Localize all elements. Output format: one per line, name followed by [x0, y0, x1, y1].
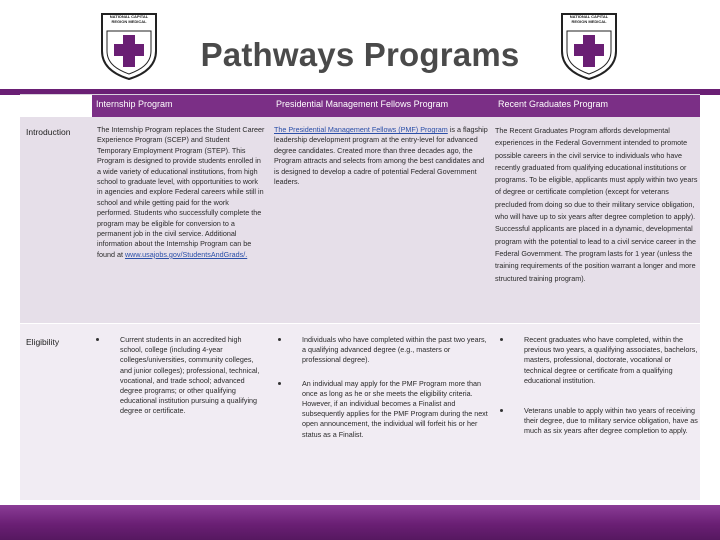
logo-line2: REGION MEDICAL: [111, 18, 147, 24]
column-header-pmf: Presidential Management Fellows Program: [276, 99, 449, 109]
logo-text-right: [562, 15, 616, 24]
row-divider: [20, 323, 700, 324]
footer-bar: [0, 505, 720, 540]
pmf-intro-cell: [274, 125, 488, 187]
internship-eligibility-list: [96, 335, 266, 425]
internship-intro-text: The Internship Program replaces the Student Career Experience Program (SCEP) and Student Temporary Employment Program (STEP). This Program is designed to provide students enrolled in a wide variety of educational institutions, from high school to graduate level, with opportunities to work in agencies and explore Federal careers while still in school and while getting paid for the work performed. Students who successfully complete the program may be eligible for conversion to a permanent job in the civil service. Additional information about the Internship Program can be found at: [97, 125, 265, 259]
pmf-eligibility-text-2: An individual may apply for the PMF Program more than once as long as he or she meets the eligibility criteria. However, if an individual becomes a Finalist and subsequently applies for the PMF Program during the next open announcement, the individual will forfeit his or her status as a Finalist.: [302, 378, 488, 439]
column-header-internship: Internship Program: [96, 99, 173, 109]
pathways-table: [20, 94, 700, 499]
internship-eligibility-text: Current students in an accredited high school, college (including 4-year colleges/universities, community colleges, and junior colleges); professional, technical, vocational, and trade school; advanced degree programs; or other qualifying educational institution pursuing a qualifying degree or certificate.: [120, 335, 260, 416]
logo-line2: REGION MEDICAL: [571, 18, 607, 24]
bullet-icon: [278, 338, 281, 341]
list-item: [500, 406, 698, 437]
bullet-icon: [96, 338, 99, 341]
list-item: [278, 335, 490, 366]
recent-grad-eligibility-text-2: Veterans unable to apply within two years of receiving their degree, due to military service obligation, have as much as six years after degree completion to apply.: [524, 406, 698, 436]
row-label-introduction: Introduction: [26, 127, 71, 137]
table-header: [92, 95, 700, 117]
logo-line1: NATIONAL CAPITAL: [569, 14, 609, 19]
page-title: Pathways Programs: [200, 36, 520, 73]
pmf-intro-text: is a flagship leadership development program at the entry-level for advanced degree candidates. Created more than three decades ago, the Program attracts and selects from among the best candidates and is designed to develop a cadre of potential Federal Government leaders.: [274, 125, 488, 187]
bullet-icon: [500, 338, 503, 341]
list-item: [500, 335, 698, 386]
row-label-eligibility: Eligibility: [26, 337, 60, 347]
list-item: [278, 379, 490, 440]
recent-grad-intro-cell: The Recent Graduates Program affords developmental experiences in the Federal Government intended to promote possible careers in the civil service to individuals who have recently graduated from qualifying educational institutions or programs. To be eligible, applicants must apply within two years of degree or certificate completion (except for veterans precluded from doing so due to their military service obligation, who will have up to six years after degree completion to apply). Successful applicants are placed in a dynamic, developmental program with the potential to lead to a civil service career in the Federal Government. The program lasts for 1 year (unless the training requirements of the position warrant a longer and more structured training program).: [495, 126, 698, 283]
logo-line1: NATIONAL CAPITAL: [109, 14, 149, 19]
bullet-icon: [278, 382, 281, 385]
recent-grad-eligibility-text-1: Recent graduates who have completed, within the previous two years, a qualifying associates, bachelors, masters, professional, doctorate, vocational or technical degree or certificate from a qualifying educational institution.: [524, 335, 698, 385]
list-item: [96, 335, 266, 417]
logo-text-left: [102, 15, 156, 24]
pmf-program-link[interactable]: The Presidential Management Fellows (PMF) Program: [274, 125, 448, 134]
recent-grad-eligibility-list: [500, 335, 698, 445]
usajobs-link[interactable]: www.usajobs.gov/StudentsAndGrads/.: [124, 249, 248, 259]
pmf-eligibility-text-1: Individuals who have completed within the past two years, a qualifying advanced degree (e.g., masters or professional degree).: [302, 335, 487, 365]
internship-intro-cell: [97, 125, 265, 260]
pmf-eligibility-list: [278, 335, 490, 448]
bullet-icon: [500, 409, 503, 412]
column-header-recent-graduates: Recent Graduates Program: [498, 99, 609, 109]
